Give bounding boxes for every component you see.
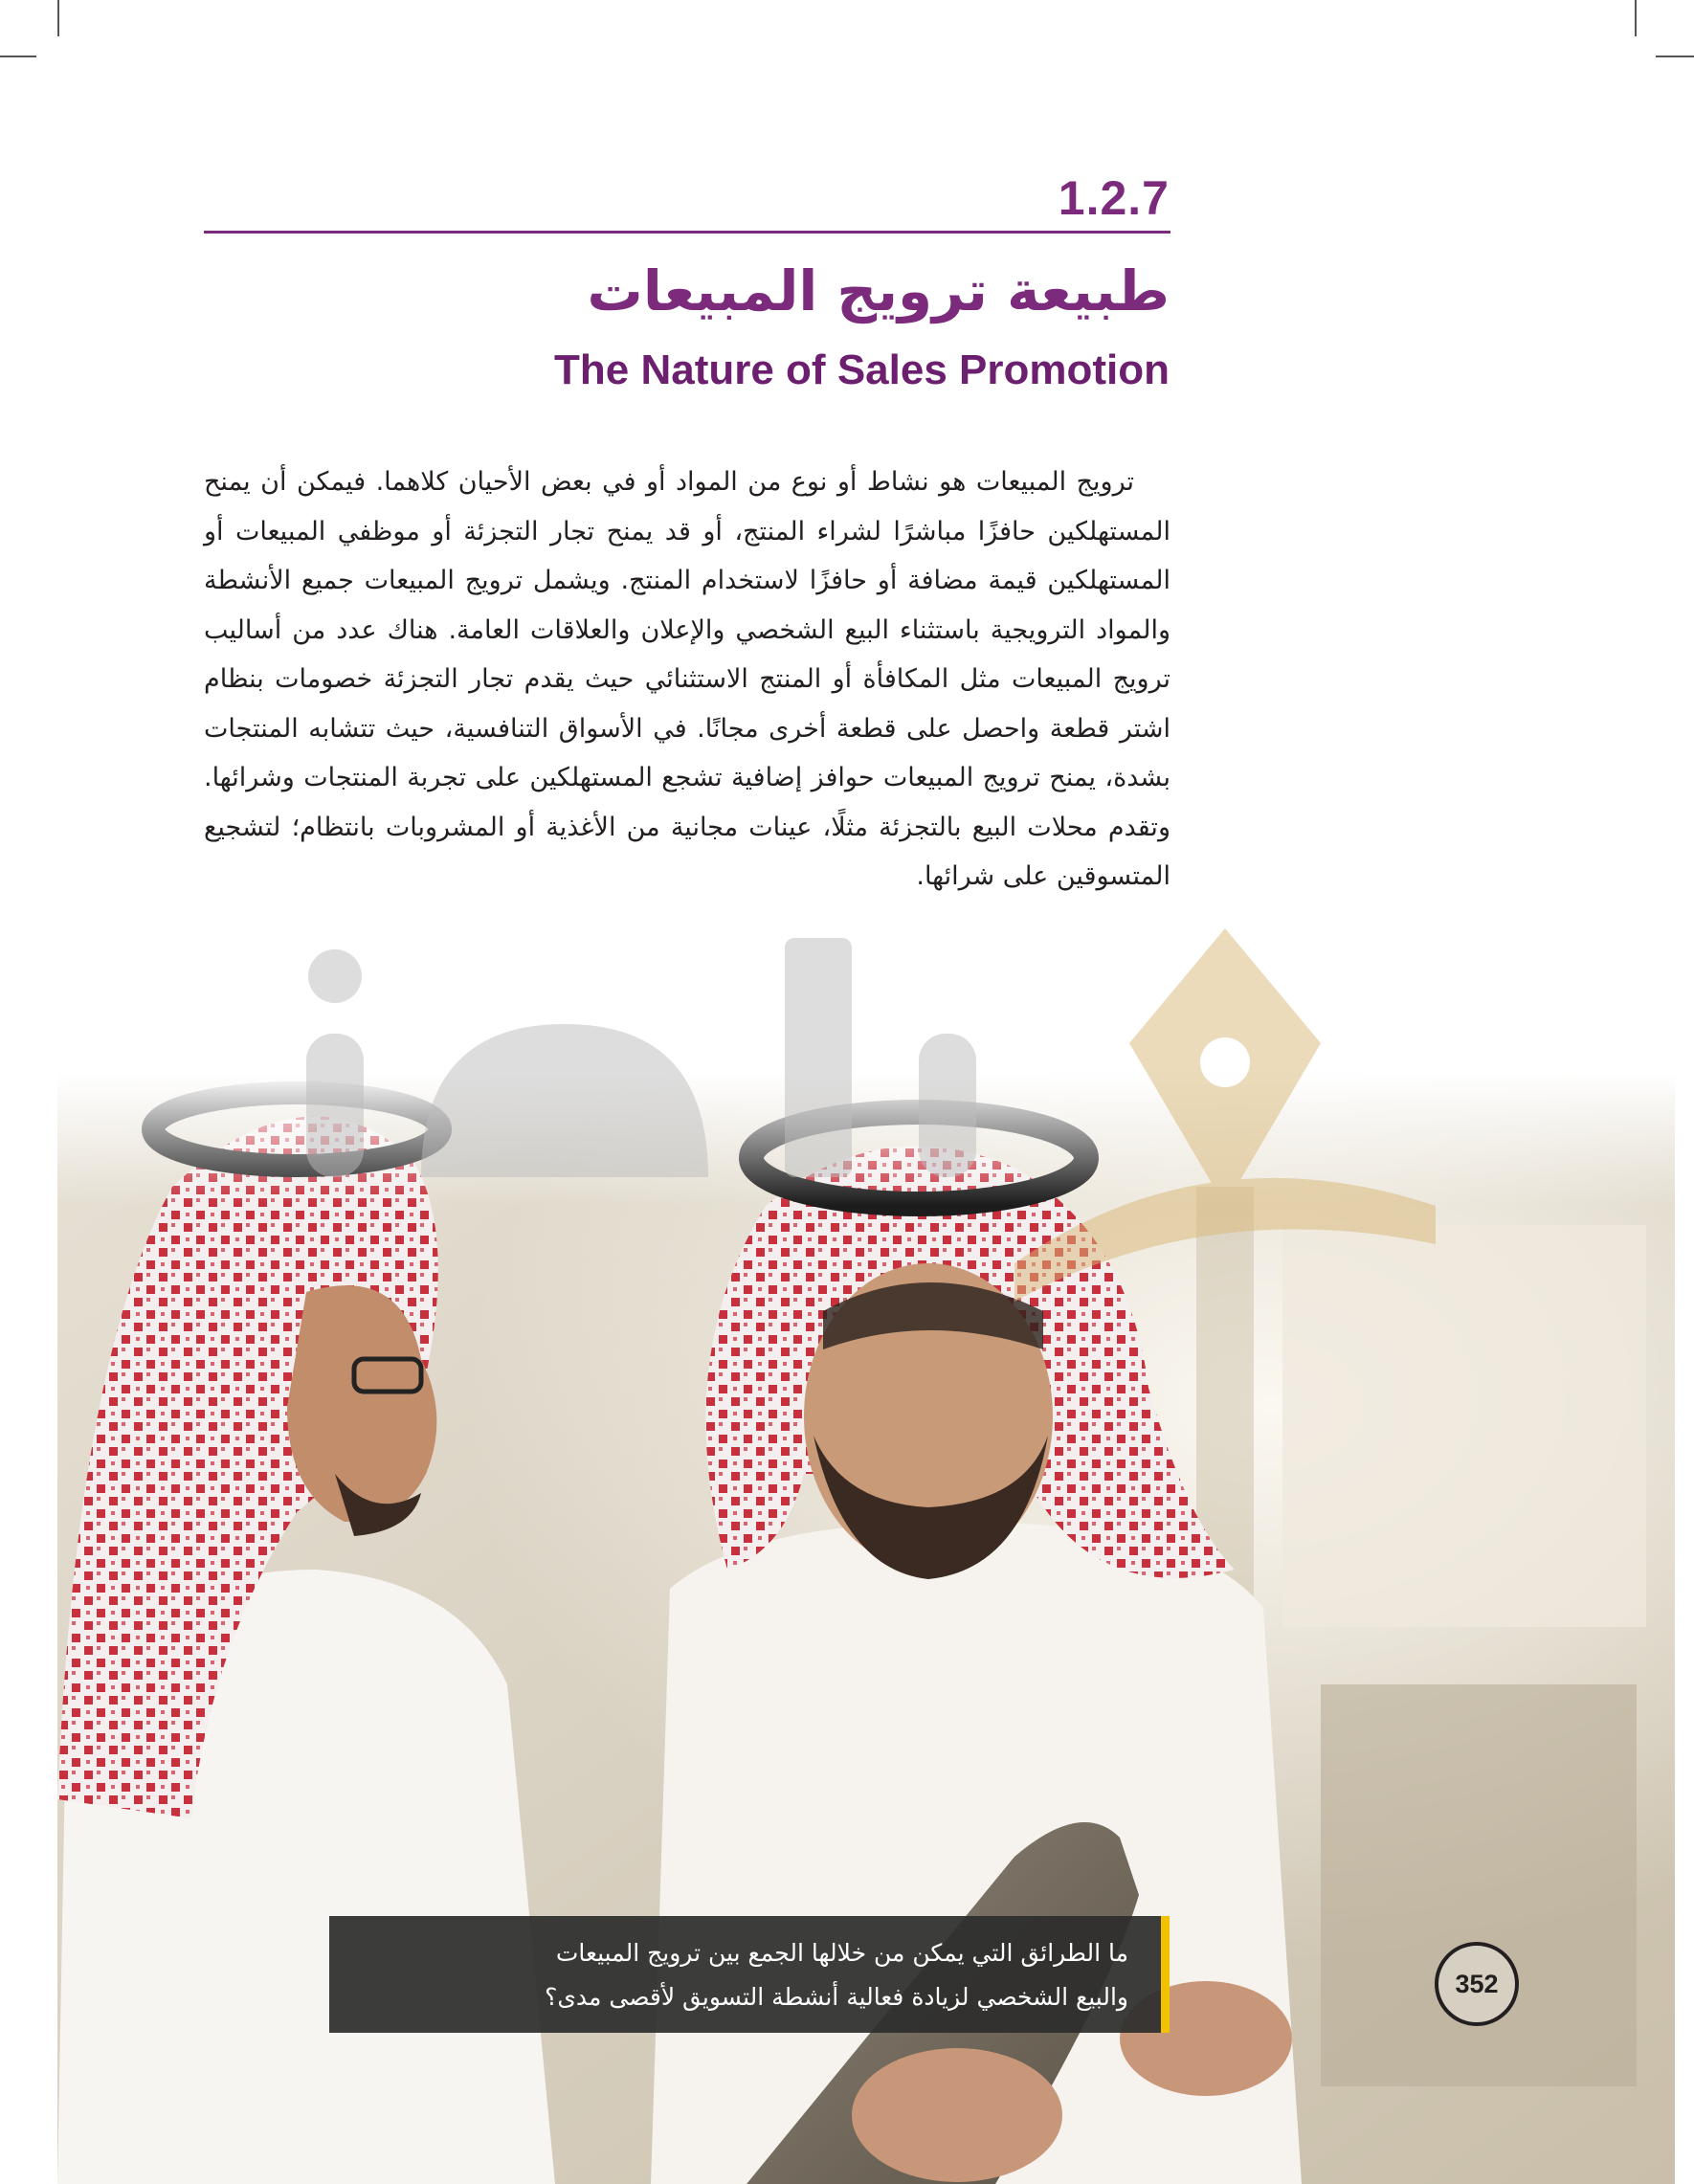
section-title-arabic: طبيعة ترويج المبيعات xyxy=(587,258,1170,323)
section-title-english: The Nature of Sales Promotion xyxy=(554,346,1170,393)
section-number: 1.2.7 xyxy=(1058,171,1170,225)
discussion-question-box xyxy=(329,1916,1170,2033)
crop-mark xyxy=(1635,0,1637,36)
crop-mark xyxy=(57,0,59,36)
page-number: 352 xyxy=(1435,1942,1519,2026)
body-paragraph: ترويج المبيعات هو نشاط أو نوع من المواد أو في بعض الأحيان كلاهما. فيمكن أن يمنح المستهلكين حافزًا مباشرًا لشراء المنتج، أو قد يمنح تجار التجزئة أو موظفي المبيعات أو المستهلكين قيمة مضافة أو حافزًا لاستخدام المنتج. ويشمل ترويج المبيعات جميع الأنشطة والمواد الترويجية باستثناء البيع الشخصي والإعلان والعلاقات العامة. هناك عدد من أساليب ترويج المبيعات مثل المكافأة أو المنتج الاستثنائي حيث يقدم تجار التجزئة خصومات بنظام اشتر قطعة واحصل على قطعة أخرى مجانًا. في الأسواق التنافسية، حيث تتشابه المنتجات بشدة، يمنح ترويج المبيعات حوافز إضافية تشجع المستهلكين على تجربة المنتجات وشرائها. وتقدم محلات البيع بالتجزئة مثلًا، عينات مجانية من الأغذية أو المشروبات بانتظام؛ لتشجيع المتسوقين على شرائها. xyxy=(204,467,1170,891)
question-line-2: والبيع الشخصي لزيادة فعالية أنشطة التسويق لأقصى مدى؟ xyxy=(545,1983,1128,2011)
crop-mark xyxy=(0,56,36,57)
crop-mark xyxy=(1656,56,1694,57)
question-line-1: ما الطرائق التي يمكن من خلالها الجمع بين ترويج المبيعات xyxy=(555,1939,1128,1967)
section-divider xyxy=(204,231,1170,234)
